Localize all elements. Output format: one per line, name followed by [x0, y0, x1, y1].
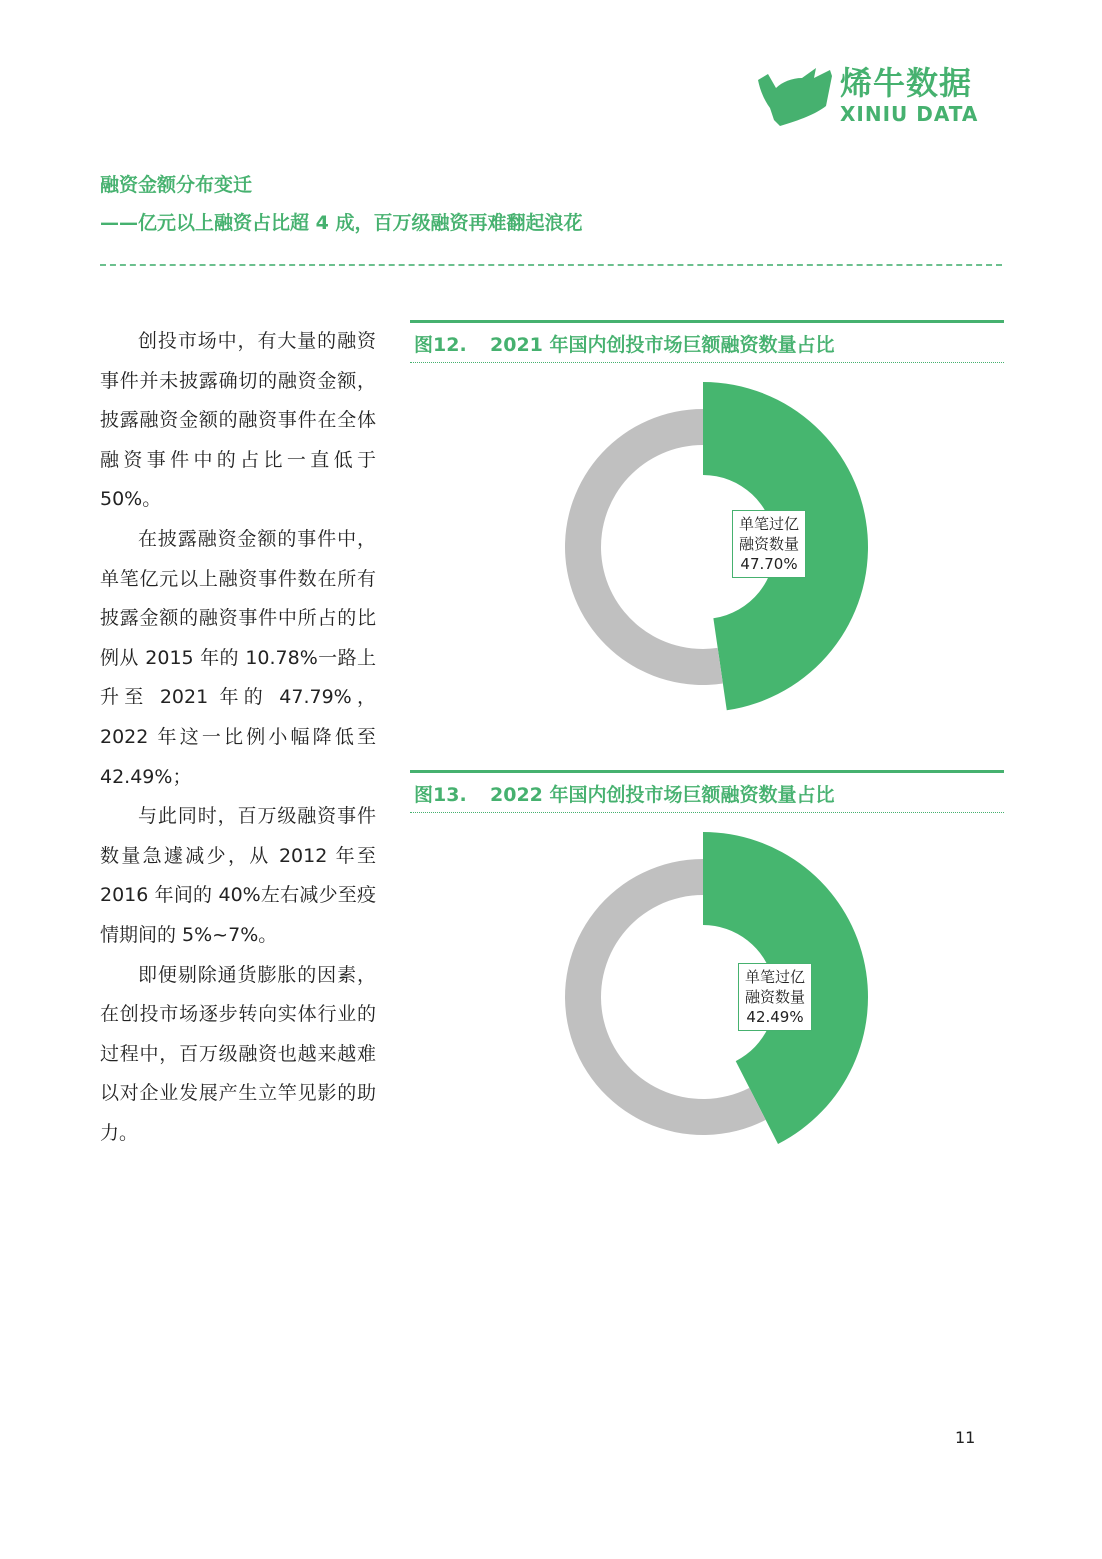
label-line1: 单笔过亿 [739, 515, 800, 533]
paragraph: 与此同时，百万级融资事件数量急遽减少，从 2012 年至 2016 年间的 40%左右减少至疫情期间的 5%~7%。 [100, 805, 376, 946]
figure-title: 2022 年国内创投市场巨额融资数量占比 [490, 784, 835, 806]
figure-13-caption [410, 770, 1004, 813]
label-line1: 单笔过亿 [745, 968, 806, 986]
figure-title: 2021 年国内创投市场巨额融资数量占比 [490, 334, 835, 356]
pie-slice-rest [565, 409, 723, 685]
paragraph: 创投市场中，有大量的融资事件并未披露确切的融资金额，披露融资金额的融资事件在全体融资事件中的占比一直低于 50%。 [100, 330, 376, 511]
logo-en-text: XINIU DATA [840, 102, 979, 126]
paragraph: 在披露融资金额的事件中，单笔亿元以上融资事件数在所有披露金额的融资事件中所占的比例从 2015 年的 10.78%一路上升至 2021 年的 47.79%，2022 年这一比例小幅降低至 42.49%； [100, 527, 376, 788]
label-line2: 融资数量 [739, 535, 800, 553]
rhino-logo-icon [756, 62, 836, 128]
page-number: 11 [955, 1428, 976, 1447]
label-value: 42.49% [746, 1008, 804, 1026]
label-line2: 融资数量 [745, 988, 806, 1006]
caption-bottom-rule [410, 812, 1004, 813]
brand-logo [756, 62, 996, 132]
chart-label-2022 [738, 963, 812, 1031]
body-text [100, 322, 376, 1153]
label-value: 47.70% [740, 555, 798, 573]
donut-chart-2022 [555, 825, 875, 1155]
logo-cn-text: 烯牛数据 [840, 64, 973, 102]
section-title: 融资金额分布变迁 [100, 174, 253, 196]
caption-bottom-rule [410, 362, 1004, 363]
figure-12-caption [410, 320, 1004, 363]
section-subtitle: ——亿元以上融资占比超 4 成，百万级融资再难翻起浪花 [100, 212, 583, 234]
paragraph: 即便剔除通货膨胀的因素，在创投市场逐步转向实体行业的过程中，百万级融资也越来越难以对企业发展产生立竿见影的助力。 [100, 963, 376, 1144]
figure-number: 图13. [414, 784, 467, 806]
figure-number: 图12. [414, 334, 467, 356]
dashed-divider [100, 264, 1002, 266]
chart-label-2021 [732, 510, 806, 578]
donut-chart-2021 [555, 375, 875, 720]
